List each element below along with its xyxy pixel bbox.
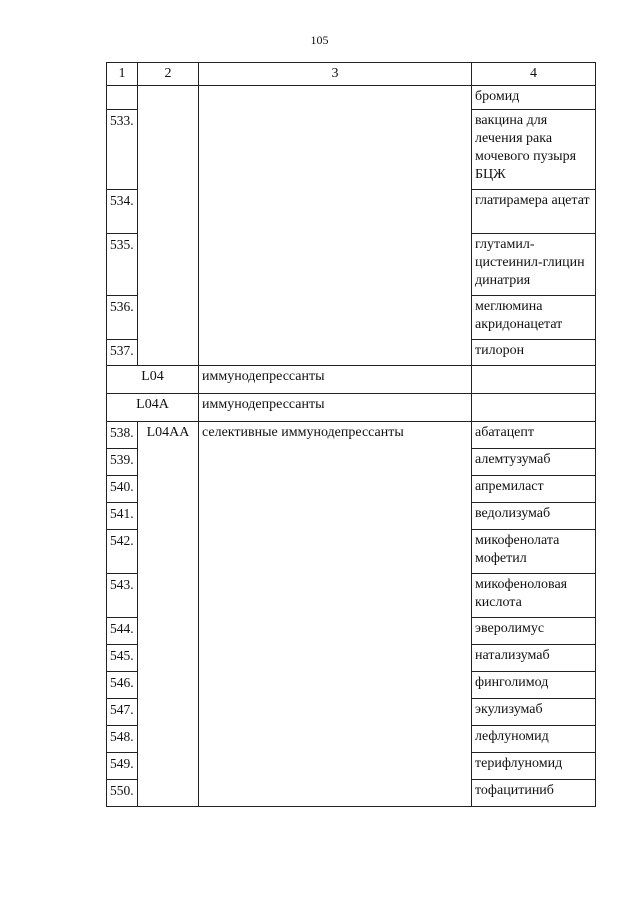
group-description: селективные иммунодепрессанты bbox=[199, 422, 472, 807]
row-number: 546. bbox=[107, 672, 138, 699]
drug-name: абатацепт bbox=[472, 422, 596, 449]
group-description: иммунодепрессанты bbox=[199, 366, 472, 394]
drug-name: терифлуномид bbox=[472, 753, 596, 780]
group-row bbox=[107, 366, 596, 394]
table-row bbox=[107, 86, 596, 110]
drug-name: тофацитиниб bbox=[472, 780, 596, 807]
drug-name: натализумаб bbox=[472, 645, 596, 672]
drug-name: лефлуномид bbox=[472, 726, 596, 753]
drug-name: глутамил-цистеинил-глицин динатрия bbox=[472, 234, 596, 296]
row-number: 537. bbox=[107, 340, 138, 366]
row-number: 538. bbox=[107, 422, 138, 449]
drug-name-empty bbox=[472, 366, 596, 394]
drug-classification-table bbox=[106, 62, 596, 807]
code-cell-empty bbox=[138, 86, 199, 366]
group-description: иммунодепрессанты bbox=[199, 394, 472, 422]
table-row bbox=[107, 422, 596, 449]
atc-code: L04 bbox=[107, 366, 199, 394]
drug-name: микофенолата мофетил bbox=[472, 530, 596, 574]
row-number: 543. bbox=[107, 574, 138, 618]
row-number: 541. bbox=[107, 503, 138, 530]
drug-name: финголимод bbox=[472, 672, 596, 699]
group-row bbox=[107, 394, 596, 422]
row-number: 540. bbox=[107, 476, 138, 503]
row-number: 539. bbox=[107, 449, 138, 476]
drug-name: микофеноловая кислота bbox=[472, 574, 596, 618]
row-number: 548. bbox=[107, 726, 138, 753]
atc-code: L04AA bbox=[138, 422, 199, 807]
header-col-3: 3 bbox=[199, 63, 472, 86]
row-number: 549. bbox=[107, 753, 138, 780]
row-number: 534. bbox=[107, 190, 138, 234]
page-number: 105 bbox=[310, 33, 329, 47]
drug-name: глатирамера ацетат bbox=[472, 190, 596, 234]
drug-name: бромид bbox=[472, 86, 596, 110]
description-cell-empty bbox=[199, 86, 472, 366]
row-number: 550. bbox=[107, 780, 138, 807]
row-number: 536. bbox=[107, 296, 138, 340]
drug-name: тилорон bbox=[472, 340, 596, 366]
header-col-2: 2 bbox=[138, 63, 199, 86]
atc-code: L04A bbox=[107, 394, 199, 422]
drug-name: вакцина для лечения рака мочевого пузыря БЦЖ bbox=[472, 110, 596, 190]
drug-name: эверолимус bbox=[472, 618, 596, 645]
row-number: 542. bbox=[107, 530, 138, 574]
drug-name-empty bbox=[472, 394, 596, 422]
row-number: 544. bbox=[107, 618, 138, 645]
row-number: 545. bbox=[107, 645, 138, 672]
row-number: 535. bbox=[107, 234, 138, 296]
drug-name: алемтузумаб bbox=[472, 449, 596, 476]
drug-name: ведолизумаб bbox=[472, 503, 596, 530]
row-number: 547. bbox=[107, 699, 138, 726]
drug-name: экулизумаб bbox=[472, 699, 596, 726]
header-col-1: 1 bbox=[107, 63, 138, 86]
row-number: 533. bbox=[107, 110, 138, 190]
drug-name: апремиласт bbox=[472, 476, 596, 503]
header-col-4: 4 bbox=[472, 63, 596, 86]
table-header-row bbox=[107, 63, 596, 86]
drug-name: меглюмина акридонацетат bbox=[472, 296, 596, 340]
row-number bbox=[107, 86, 138, 110]
